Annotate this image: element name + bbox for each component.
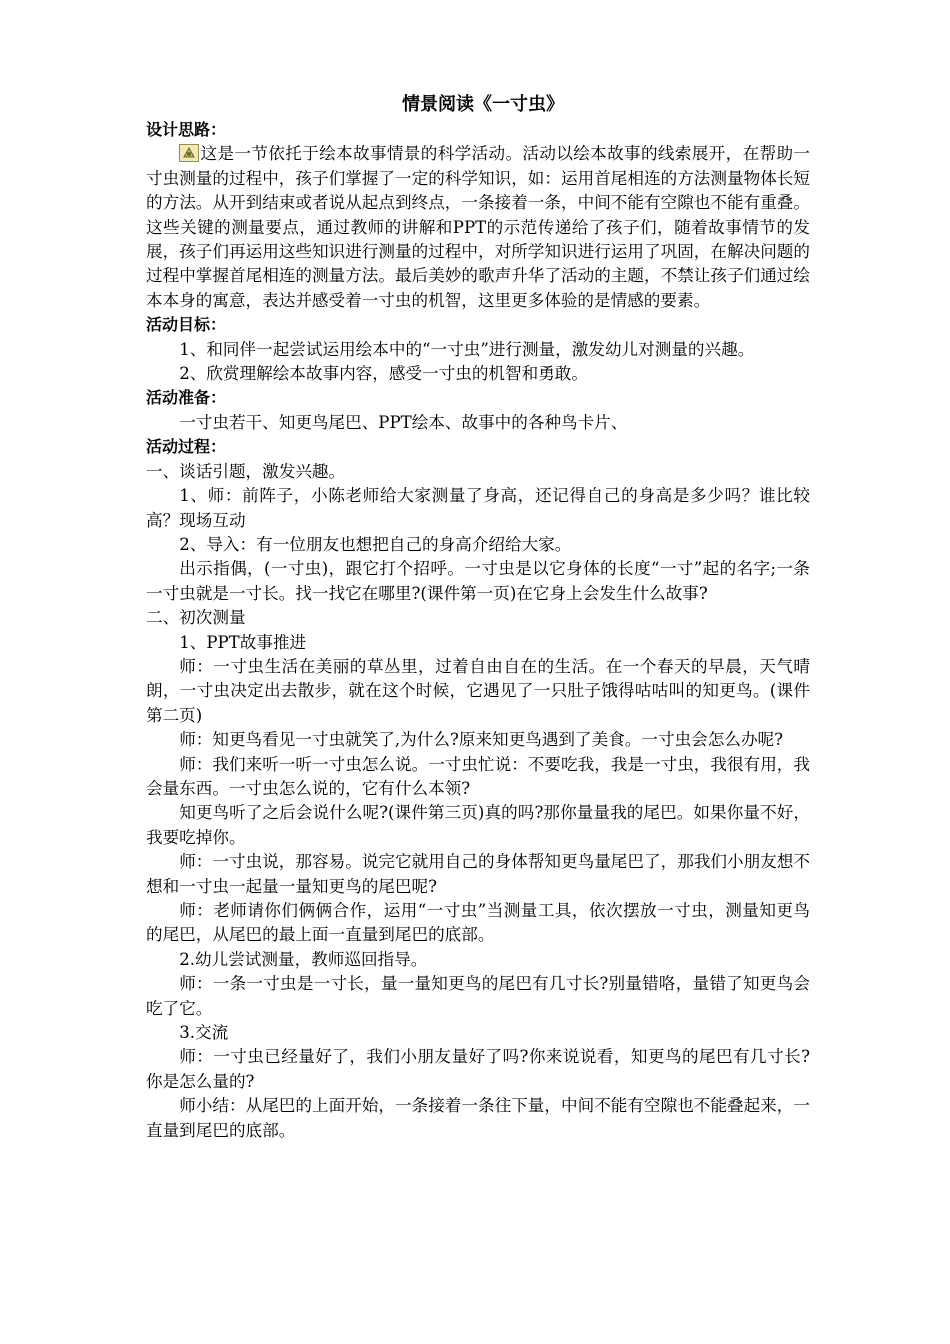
paragraph: 2、导入：有一位朋友也想把自己的身高介绍给大家。 [179, 534, 572, 554]
goal-item: 1、和同伴一起尝试运用绘本中的“一寸虫”进行测量，激发幼儿对测量的兴趣。 [179, 339, 755, 359]
paragraph: 师：一寸虫生活在美丽的草丛里，过着自由自在的生活。在一个春天的早晨，天气晴朗，一寸虫决定出去散步，就在这个时候，它遇见了一只肚子饿得咕咕叫的知更鸟。(课件第二页) [146, 656, 810, 725]
goals-heading: 活动目标： [146, 315, 227, 335]
paragraph: 3.交流 [179, 1023, 229, 1043]
paragraph: 1、师：前阵子，小陈老师给大家测量了身高，还记得自己的身高是多少吗？谁比较高？现场互动 [146, 486, 810, 530]
paragraph: 出示指偶，(一寸虫)，跟它打个招呼。一寸虫是以它身体的长度“一寸”起的名字;一条一寸虫就是一寸长。找一找它在哪里?(课件第一页)在它身上会发生什么故事? [146, 559, 810, 603]
design-text: 这是一节依托于绘本故事情景的科学活动。活动以绘本故事的线索展开，在帮助一寸虫测量的过程中，孩子们掌握了一定的科学知识，如：运用首尾相连的方法测量物体长短的方法。从开到结束或者说从起点到终点，一条接着一条，中间不能有空隙也不能有重叠。这些关键的测量要点，通过教师的讲解和PPT的示范传递给了孩子们，随着故事情节的发展，孩子们再运用这些知识进行测量的过程中，对所学知识进行运用了巩固，在解决问题的过程中掌握首尾相连的测量方法。最后美妙的歌声升华了活动的主题，不禁让孩子们通过绘本本身的寓意，表达并感受着一寸虫的机智，这里更多体验的是情感的要素。 [146, 144, 810, 310]
paragraph: 师：一条一寸虫是一寸长，量一量知更鸟的尾巴有几寸长?别量错咯，量错了知更鸟会吃了它。 [146, 974, 810, 1018]
design-paragraph [146, 142, 810, 313]
paragraph: 师小结：从尾巴的上面开始，一条接着一条往下量，中间不能有空隙也不能叠起来，一直量到尾巴的底部。 [146, 1096, 810, 1140]
goal-item: 2、欣赏理解绘本故事内容，感受一寸虫的机智和勇敢。 [179, 364, 588, 384]
part2-title: 二、初次测量 [146, 608, 246, 628]
paragraph: 师：一寸虫已经量好了，我们小朋友量好了吗?你来说说看，知更鸟的尾巴有几寸长?你是怎么量的? [146, 1047, 810, 1091]
design-heading: 设计思路： [146, 120, 227, 139]
paragraph: 师：知更鸟看见一寸虫就笑了,为什么?原来知更鸟遇到了美食。一寸虫会怎么办呢? [179, 730, 784, 750]
prep-heading: 活动准备： [146, 388, 227, 408]
paragraph: 师：老师请你们俩俩合作，运用“一寸虫”当测量工具，依次摆放一寸虫，测量知更鸟的尾巴，从尾巴的最上面一直量到尾巴的底部。 [146, 901, 810, 945]
page-title: 情景阅读《一寸虫》 [402, 94, 564, 115]
paragraph: 2.幼儿尝试测量，教师巡回指导。 [179, 949, 428, 969]
document-page [146, 92, 810, 1143]
part1-title: 一、谈话引题，激发兴趣。 [146, 461, 346, 481]
document-marker-icon [179, 144, 199, 162]
paragraph: 师：我们来听一听一寸虫怎么说。一寸虫忙说：不要吃我，我是一寸虫，我很有用，我会量东西。一寸虫怎么说的，它有什么本领? [146, 754, 810, 798]
prep-text: 一寸虫若干、知更鸟尾巴、PPT绘本、故事中的各种鸟卡片、 [179, 412, 628, 432]
paragraph: 师：一寸虫说，那容易。说完它就用自己的身体帮知更鸟量尾巴了，那我们小朋友想不想和一寸虫一起量一量知更鸟的尾巴呢? [146, 852, 810, 896]
process-heading: 活动过程： [146, 437, 227, 457]
paragraph: 知更鸟听了之后会说什么呢?(课件第三页)真的吗?那你量量我的尾巴。如果你量不好，我要吃掉你。 [146, 803, 810, 847]
paragraph: 1、PPT故事推进 [179, 632, 307, 652]
